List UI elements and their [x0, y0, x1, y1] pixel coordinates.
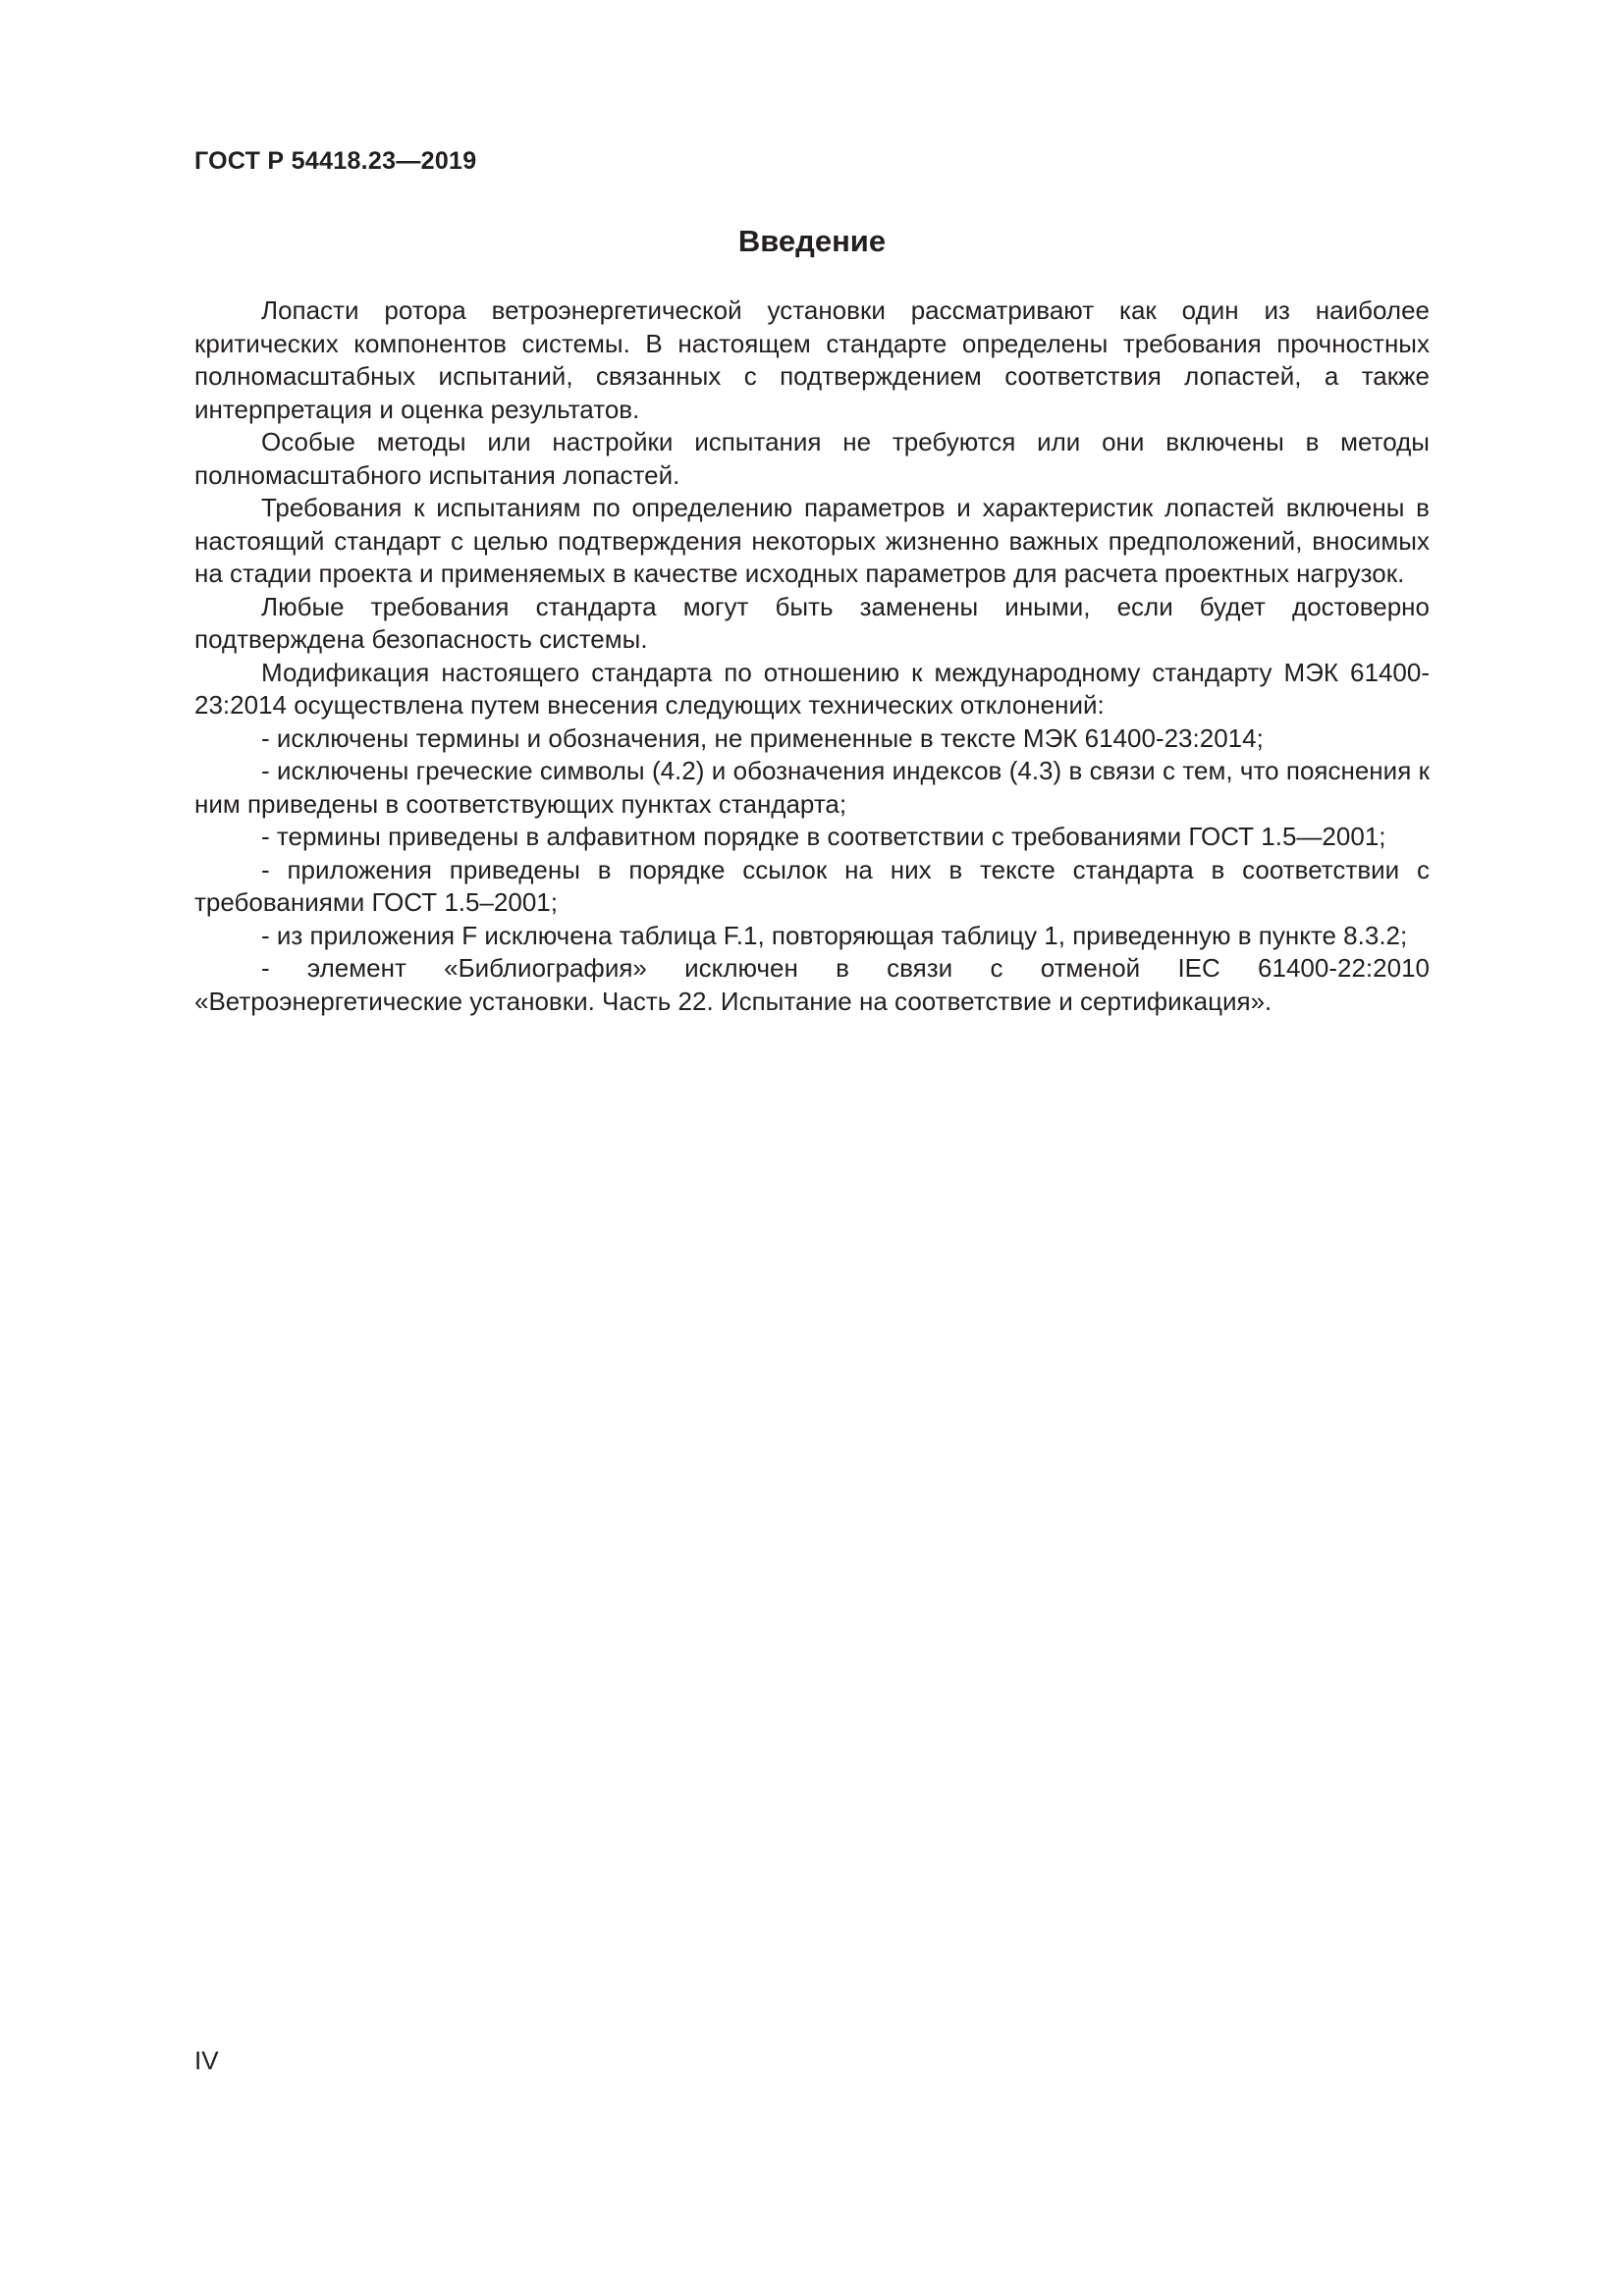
- list-item-deviation: - исключены термины и обозначения, не примененные в тексте МЭК 61400-23:2014;: [261, 722, 1264, 753]
- page-number: IV: [194, 2046, 219, 2075]
- standard-code-header: ГОСТ Р 54418.23—2019: [194, 147, 477, 175]
- paragraph-requirements: Требования к испытаниям по определению параметров и характеристик лопастей включены в настоящий стандарт с целью подтверждения некоторых жизненно важных предположений, вносимых на стадии проекта и применяемых в качестве исходных параметров для расчета проектных нагрузок.: [194, 493, 1430, 588]
- paragraph-methods: Особые методы или настройки испытания не требуются или они включены в методы полномасштабного испытания лопастей.: [194, 427, 1430, 490]
- introduction-body: [194, 294, 1430, 1018]
- list-item-deviation: - термины приведены в алфавитном порядке в соответствии с требованиями ГОСТ 1.5—2001;: [261, 822, 1386, 851]
- list-item-deviation: - из приложения F исключена таблица F.1, повторяющая таблицу 1, приведенную в пункте 8.3.2;: [261, 920, 1408, 950]
- list-item-deviation: - исключены греческие символы (4.2) и обозначения индексов (4.3) в связи с тем, что пояснения к ним приведены в соответствующих пунктах стандарта;: [194, 756, 1430, 819]
- list-item-deviation: - элемент «Библиография» исключен в связи с отменой IEC 61400-22:2010 «Ветроэнергетические установки. Часть 22. Испытание на соответствие и сертификация».: [194, 953, 1430, 1016]
- paragraph-intro: Лопасти ротора ветроэнергетической установки рассматривают как один из наиболее критических компонентов системы. В настоящем стандарте определены требования прочностных полномасштабных испытаний, связанных с подтверждением соответствия лопастей, а также интерпретация и оценка результатов.: [194, 295, 1430, 424]
- section-title: Введение: [737, 224, 887, 258]
- paragraph-modification: Модификация настоящего стандарта по отношению к международному стандарту МЭК 61400-23:2014 осуществлена путем внесения следующих технических отклонений:: [194, 657, 1430, 720]
- paragraph-replacement: Любые требования стандарта могут быть заменены иными, если будет достоверно подтверждена безопасность системы.: [194, 591, 1430, 654]
- list-item-deviation: - приложения приведены в порядке ссылок на них в тексте стандарта в соответствии с требованиями ГОСТ 1.5–2001;: [194, 854, 1430, 917]
